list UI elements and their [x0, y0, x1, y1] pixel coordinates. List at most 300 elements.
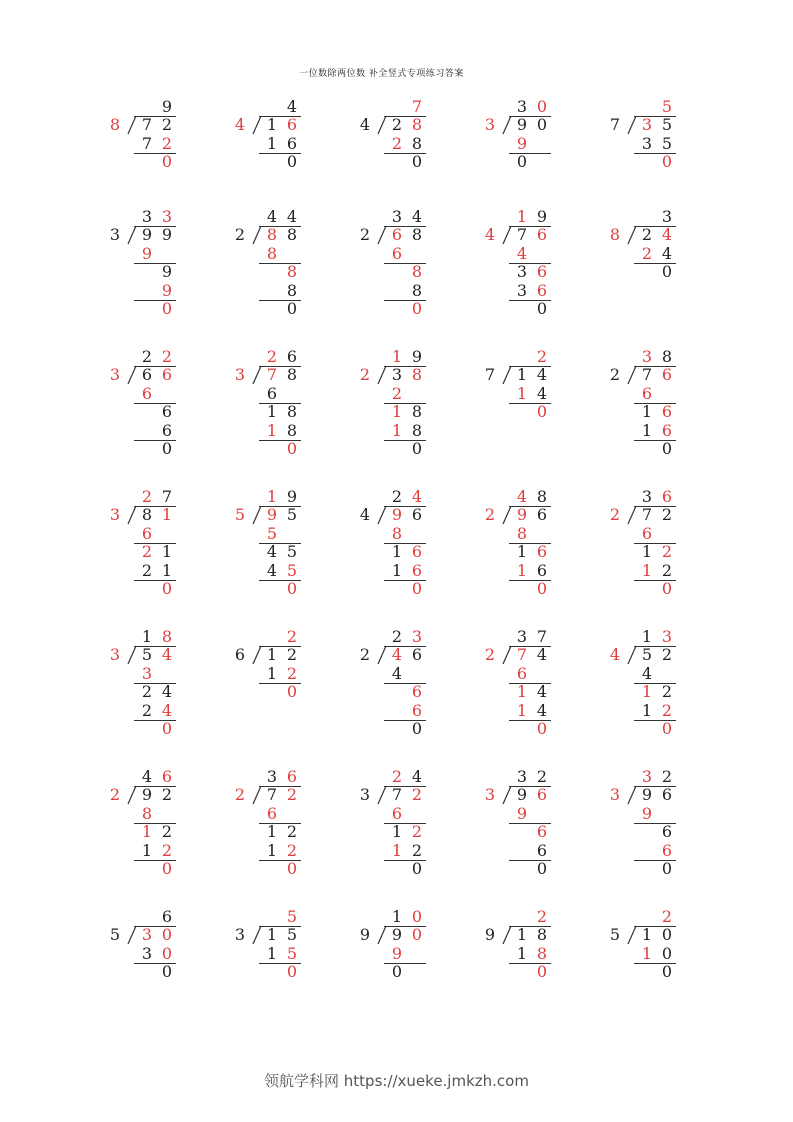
digit: 8 [286, 402, 298, 421]
division-problem [358, 208, 448, 328]
digit: 6 [391, 225, 403, 244]
digit: 3 [641, 487, 653, 506]
remainder-row [634, 580, 676, 598]
remainder-row [134, 153, 176, 171]
digit: 6 [161, 907, 173, 926]
remainder-row [509, 403, 551, 421]
digit: 8 [411, 134, 423, 153]
digit: 6 [536, 262, 548, 281]
divisor: 3 [109, 505, 121, 524]
dividend-row [384, 116, 426, 134]
dividend-row [384, 366, 426, 384]
digit: 6 [286, 115, 298, 134]
digit: 4 [536, 365, 548, 384]
digit: 1 [161, 542, 173, 561]
digit: 2 [661, 682, 673, 701]
digit: 6 [411, 505, 423, 524]
digit: 1 [161, 505, 173, 524]
division-problem [108, 98, 198, 218]
remainder-row [384, 263, 426, 281]
divisor: 3 [109, 225, 121, 244]
digit: 4 [391, 645, 403, 664]
product-row [509, 135, 551, 154]
digit: 8 [536, 925, 548, 944]
digit: 0 [536, 719, 548, 738]
digit: 6 [286, 134, 298, 153]
digit: 8 [286, 225, 298, 244]
digit: 6 [641, 524, 653, 543]
remainder-row [634, 720, 676, 738]
digit: 5 [661, 97, 673, 116]
digit: 6 [411, 701, 423, 720]
digit: 7 [141, 115, 153, 134]
digit: 1 [641, 701, 653, 720]
digit: 0 [286, 859, 298, 878]
digit: 0 [411, 439, 423, 458]
digit: 6 [161, 421, 173, 440]
digit: 1 [516, 944, 528, 963]
digit: 2 [661, 701, 673, 720]
digit: 2 [141, 682, 153, 701]
digit: 2 [661, 767, 673, 786]
remainder-row [134, 720, 176, 738]
digit: 2 [141, 561, 153, 580]
digit: 4 [411, 767, 423, 786]
divisor: 6 [234, 645, 246, 664]
digit: 2 [536, 347, 548, 366]
digit: 4 [266, 561, 278, 580]
remainder-row [259, 860, 301, 878]
division-problem [358, 628, 448, 748]
remainder-row [634, 543, 676, 561]
digit: 4 [536, 645, 548, 664]
digit: 8 [411, 421, 423, 440]
division-problem [358, 98, 448, 218]
digit: 0 [161, 962, 173, 981]
digit: 4 [411, 207, 423, 226]
digit: 6 [161, 402, 173, 421]
digit: 8 [411, 262, 423, 281]
digit: 1 [516, 365, 528, 384]
digit: 2 [661, 542, 673, 561]
dividend-row [134, 506, 176, 524]
digit: 1 [516, 542, 528, 561]
digit: 0 [536, 115, 548, 134]
digit: 8 [286, 262, 298, 281]
remainder-row [634, 263, 676, 281]
digit: 8 [536, 944, 548, 963]
division-problem [233, 908, 323, 1028]
remainder-row [134, 683, 176, 701]
digit: 0 [661, 579, 673, 598]
digit: 0 [661, 859, 673, 878]
divisor: 4 [359, 115, 371, 134]
divisor: 3 [234, 925, 246, 944]
digit: 6 [391, 244, 403, 263]
division-problem [608, 628, 698, 748]
remainder-row [634, 860, 676, 878]
dividend-row [259, 646, 301, 664]
division-problem [483, 98, 573, 218]
dividend-row [259, 116, 301, 134]
digit: 0 [286, 579, 298, 598]
digit: 1 [391, 561, 403, 580]
division-problem [233, 348, 323, 468]
digit: 7 [161, 487, 173, 506]
divisor: 3 [109, 365, 121, 384]
remainder-row [384, 403, 426, 421]
division-problem [233, 98, 323, 218]
digit: 9 [411, 347, 423, 366]
digit: 0 [411, 719, 423, 738]
digit: 1 [516, 701, 528, 720]
digit: 0 [661, 944, 673, 963]
digit: 3 [141, 925, 153, 944]
divisor: 5 [109, 925, 121, 944]
dividend-row [259, 366, 301, 384]
dividend-row [509, 366, 551, 384]
digit: 0 [536, 402, 548, 421]
digit: 2 [536, 907, 548, 926]
remainder-row [634, 683, 676, 701]
division-problem [608, 768, 698, 888]
remainder-row [384, 683, 426, 701]
digit: 2 [161, 841, 173, 860]
divisor: 2 [359, 365, 371, 384]
digit: 1 [641, 561, 653, 580]
digit: 9 [161, 97, 173, 116]
digit: 0 [161, 944, 173, 963]
digit: 3 [641, 134, 653, 153]
division-problem [483, 208, 573, 328]
remainder-row [384, 823, 426, 841]
division-problem [608, 348, 698, 468]
remainder-row [509, 683, 551, 701]
digit: 2 [141, 487, 153, 506]
digit: 0 [661, 719, 673, 738]
digit: 7 [516, 645, 528, 664]
digit: 5 [286, 542, 298, 561]
division-problem [483, 628, 573, 748]
division-problem [483, 768, 573, 888]
digit: 4 [516, 487, 528, 506]
remainder-row [259, 823, 301, 841]
division-problem [608, 208, 698, 328]
divisor: 2 [609, 505, 621, 524]
digit: 6 [286, 347, 298, 366]
digit: 6 [161, 365, 173, 384]
digit: 2 [286, 627, 298, 646]
division-problem [483, 488, 573, 608]
digit: 1 [641, 421, 653, 440]
digit: 0 [161, 439, 173, 458]
digit: 0 [536, 962, 548, 981]
digit: 0 [286, 962, 298, 981]
divisor: 2 [484, 645, 496, 664]
dividend-row [134, 226, 176, 244]
digit: 6 [536, 542, 548, 561]
digit: 9 [391, 505, 403, 524]
remainder-row [384, 153, 426, 171]
digit: 2 [661, 505, 673, 524]
digit: 6 [661, 841, 673, 860]
worksheet-title: 一位数除两位数 补全竖式专项练习答案 [299, 69, 464, 79]
digit: 7 [266, 785, 278, 804]
digit: 0 [536, 859, 548, 878]
remainder-row [384, 860, 426, 878]
dividend-row [384, 226, 426, 244]
remainder-row [509, 300, 551, 318]
digit: 2 [141, 347, 153, 366]
digit: 0 [536, 97, 548, 116]
digit: 3 [661, 207, 673, 226]
digit: 1 [641, 925, 653, 944]
digit: 4 [661, 225, 673, 244]
digit: 0 [411, 579, 423, 598]
digit: 2 [286, 785, 298, 804]
division-problem [108, 208, 198, 328]
digit: 6 [516, 664, 528, 683]
digit: 2 [411, 822, 423, 841]
dividend-row [634, 506, 676, 524]
remainder-row [384, 543, 426, 561]
divisor: 4 [609, 645, 621, 664]
digit: 0 [286, 439, 298, 458]
digit: 7 [641, 505, 653, 524]
digit: 3 [516, 262, 528, 281]
digit: 2 [411, 841, 423, 860]
digit: 7 [516, 225, 528, 244]
divisor: 8 [109, 115, 121, 134]
division-problem [608, 98, 698, 218]
digit: 5 [286, 944, 298, 963]
digit: 8 [536, 487, 548, 506]
digit: 1 [141, 627, 153, 646]
digit: 1 [391, 841, 403, 860]
digit: 1 [266, 822, 278, 841]
dividend-row [384, 646, 426, 664]
digit: 6 [661, 822, 673, 841]
division-problem [358, 488, 448, 608]
remainder-row [384, 963, 426, 981]
digit: 1 [641, 944, 653, 963]
dividend-row [134, 926, 176, 944]
digit: 1 [641, 542, 653, 561]
digit: 0 [161, 859, 173, 878]
digit: 1 [266, 134, 278, 153]
digit: 1 [641, 682, 653, 701]
digit: 0 [411, 299, 423, 318]
divisor: 3 [484, 115, 496, 134]
digit: 4 [141, 767, 153, 786]
digit: 9 [516, 804, 528, 823]
division-problem [233, 768, 323, 888]
digit: 3 [516, 767, 528, 786]
division-problem [358, 768, 448, 888]
digit: 1 [516, 682, 528, 701]
digit: 6 [641, 384, 653, 403]
digit: 6 [266, 804, 278, 823]
digit: 1 [141, 841, 153, 860]
digit: 6 [411, 682, 423, 701]
digit: 8 [286, 281, 298, 300]
digit: 7 [641, 365, 653, 384]
dividend-row [259, 506, 301, 524]
divisor: 3 [484, 785, 496, 804]
digit: 2 [161, 785, 173, 804]
division-problem [233, 628, 323, 748]
dividend-row [384, 506, 426, 524]
dividend-row [134, 116, 176, 134]
digit: 1 [516, 561, 528, 580]
dividend-row [509, 786, 551, 804]
digit: 0 [411, 859, 423, 878]
digit: 9 [641, 785, 653, 804]
digit: 9 [391, 944, 403, 963]
remainder-row [134, 823, 176, 841]
digit: 9 [391, 925, 403, 944]
divisor: 3 [609, 785, 621, 804]
digit: 1 [266, 841, 278, 860]
digit: 9 [286, 487, 298, 506]
digit: 0 [661, 439, 673, 458]
digit: 4 [266, 207, 278, 226]
digit: 1 [266, 487, 278, 506]
divisor: 7 [609, 115, 621, 134]
remainder-row [134, 543, 176, 561]
digit: 9 [161, 225, 173, 244]
digit: 6 [266, 384, 278, 403]
remainder-row [509, 580, 551, 598]
dividend-row [134, 646, 176, 664]
remainder-row [259, 963, 301, 981]
remainder-row [634, 823, 676, 841]
dividend-row [509, 646, 551, 664]
digit: 6 [536, 281, 548, 300]
digit: 4 [266, 542, 278, 561]
digit: 9 [141, 244, 153, 263]
digit: 0 [286, 152, 298, 171]
division-problem [358, 348, 448, 468]
digit: 6 [536, 225, 548, 244]
digit: 7 [391, 785, 403, 804]
dividend-row [634, 786, 676, 804]
digit: 8 [411, 281, 423, 300]
digit: 0 [286, 299, 298, 318]
digit: 6 [536, 841, 548, 860]
digit: 8 [141, 804, 153, 823]
digit: 8 [266, 244, 278, 263]
digit: 1 [516, 925, 528, 944]
digit: 2 [266, 347, 278, 366]
digit: 2 [286, 822, 298, 841]
digit: 1 [141, 822, 153, 841]
digit: 9 [516, 115, 528, 134]
division-problem [483, 908, 573, 1028]
digit: 6 [536, 822, 548, 841]
dividend-row [384, 926, 426, 944]
digit: 6 [661, 421, 673, 440]
digit: 3 [391, 365, 403, 384]
digit: 6 [141, 365, 153, 384]
digit: 1 [266, 115, 278, 134]
remainder-row [384, 300, 426, 318]
divisor: 2 [234, 785, 246, 804]
digit: 3 [641, 347, 653, 366]
dividend-row [259, 926, 301, 944]
digit: 2 [286, 841, 298, 860]
division-problem [108, 908, 198, 1028]
remainder-row [259, 580, 301, 598]
digit: 4 [536, 384, 548, 403]
digit: 0 [516, 152, 528, 171]
digit: 5 [286, 907, 298, 926]
digit: 1 [391, 907, 403, 926]
digit: 1 [641, 627, 653, 646]
digit: 6 [141, 384, 153, 403]
digit: 2 [391, 384, 403, 403]
digit: 3 [161, 207, 173, 226]
digit: 8 [411, 365, 423, 384]
digit: 1 [391, 402, 403, 421]
division-problem [108, 628, 198, 748]
digit: 3 [661, 627, 673, 646]
digit: 5 [286, 505, 298, 524]
digit: 8 [266, 225, 278, 244]
digit: 8 [661, 347, 673, 366]
digit: 0 [661, 925, 673, 944]
digit: 6 [536, 505, 548, 524]
digit: 9 [536, 207, 548, 226]
digit: 4 [516, 244, 528, 263]
digit: 5 [141, 645, 153, 664]
dividend-row [509, 506, 551, 524]
digit: 5 [661, 134, 673, 153]
digit: 8 [411, 402, 423, 421]
digit: 8 [411, 115, 423, 134]
digit: 2 [641, 225, 653, 244]
digit: 2 [661, 561, 673, 580]
remainder-row [259, 300, 301, 318]
dividend-row [509, 226, 551, 244]
digit: 2 [661, 907, 673, 926]
remainder-row [634, 963, 676, 981]
divisor: 4 [484, 225, 496, 244]
digit: 0 [661, 152, 673, 171]
digit: 8 [391, 524, 403, 543]
digit: 0 [161, 299, 173, 318]
digit: 1 [641, 402, 653, 421]
digit: 1 [266, 645, 278, 664]
divisor: 3 [359, 785, 371, 804]
digit: 6 [161, 767, 173, 786]
digit: 1 [391, 822, 403, 841]
digit: 1 [391, 421, 403, 440]
digit: 2 [141, 542, 153, 561]
digit: 6 [411, 561, 423, 580]
divisor: 5 [234, 505, 246, 524]
digit: 9 [141, 225, 153, 244]
digit: 9 [641, 804, 653, 823]
digit: 0 [661, 262, 673, 281]
digit: 3 [141, 664, 153, 683]
digit: 1 [266, 925, 278, 944]
dividend-row [634, 226, 676, 244]
divisor: 2 [109, 785, 121, 804]
digit: 9 [161, 281, 173, 300]
remainder-row [509, 543, 551, 561]
divisor: 2 [359, 645, 371, 664]
